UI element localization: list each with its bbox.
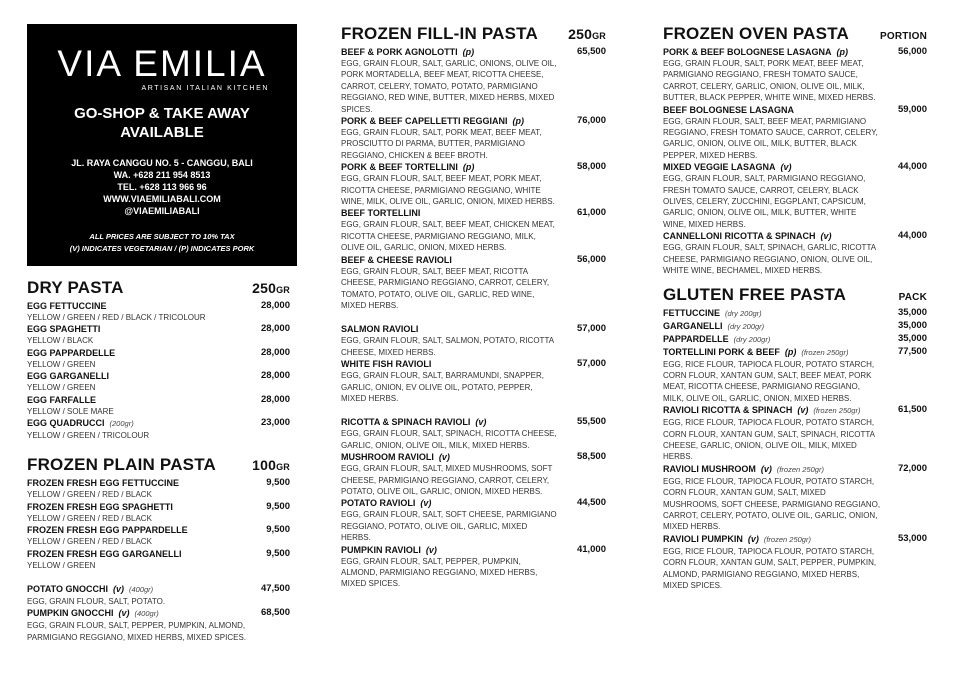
section-frozen-fill-in-pasta (341, 24, 606, 590)
menu-item[interactable] (663, 46, 927, 104)
item-price: 9,500 (266, 524, 290, 536)
item-name: FROZEN FRESH EGG SPAGHETTI (27, 501, 173, 512)
item-price: 61,000 (576, 207, 606, 219)
section-frozen-plain-pasta (27, 455, 290, 643)
item-name-row (341, 497, 546, 509)
menu-item[interactable] (341, 497, 606, 543)
item-name: BEEF & PORK AGNOLOTTI (341, 47, 458, 57)
item-description: EGG, RICE FLOUR, TAPIOCA FLOUR, POTATO STARCH, CORN FLOUR, XANTAN GUM, SALT, PEPPER, PUMPKIN, ALMOND, PARMIGIANO REGGIANO, MIXED HERBS, MIXED SPICES. (663, 546, 877, 590)
menu-item[interactable] (27, 347, 290, 370)
item-description: EGG, RICE FLOUR, TAPIOCA FLOUR, POTATO STARCH, CORN FLOUR, XANTAN GUM, SALT, BEEF MEAT, PORK MEAT, RICOTTA CHEESE, PARMIGIANO REGGIANO, MILK, OLIVE OIL, GARLIC, ONION, MIXED HERBS. (663, 359, 875, 403)
item-name: EGG SPAGHETTI (27, 324, 101, 335)
section-dry-pasta (27, 278, 290, 441)
item-note: (200gr) (109, 419, 134, 429)
item-name: PUMPKIN GNOCCHI (27, 608, 114, 619)
item-name-row (27, 501, 230, 513)
menu-item[interactable] (27, 394, 290, 417)
item-note: (frozen 250gr) (763, 534, 811, 544)
item-price: 44,000 (897, 230, 927, 242)
item-note: (frozen 250gr) (801, 347, 849, 357)
item-name: FROZEN FRESH EGG FETTUCCINE (27, 478, 180, 489)
item-name-row (663, 346, 867, 359)
item-name: TORTELLINI PORK & BEEF (663, 346, 780, 357)
diet-tag: (v) (113, 584, 124, 595)
item-name: BEEF & CHEESE RAVIOLI (341, 254, 452, 265)
left-column (27, 24, 290, 643)
item-name: PORK & BEEF BOLOGNESE LASAGNA (663, 47, 832, 57)
section-unit (252, 456, 290, 477)
menu-item[interactable] (27, 607, 290, 643)
item-price: 53,000 (897, 532, 927, 544)
menu-item[interactable] (663, 320, 927, 333)
item-note: (400gr) (134, 609, 159, 619)
item-description: EGG, GRAIN FLOUR, SALT, SPINACH, RICOTTA CHEESE, GARLIC, ONION, OLIVE OIL, MILK, MIXED HERBS. (341, 429, 557, 450)
item-name-row (341, 544, 546, 556)
item-description: EGG, GRAIN FLOUR, SALT, SPINACH, GARLIC, RICOTTA CHEESE, PARMIGIANO REGGIANO, ONION, OLIVE OIL, WHITE WINE, BECHAMEL, MIXED HERBS. (663, 243, 876, 276)
item-price: 44,000 (897, 161, 927, 173)
item-price: 9,500 (266, 547, 290, 559)
item-name-row (341, 46, 546, 58)
item-name-row (27, 323, 230, 335)
unit-value: 250 (252, 280, 277, 296)
menu-item[interactable] (341, 46, 606, 115)
item-name: CANNELLONI RICOTTA & SPINACH (663, 231, 816, 242)
item-name: RAVIOLI RICOTTA & SPINACH (663, 405, 793, 416)
item-name-row (27, 347, 230, 359)
item-name-row (27, 607, 230, 620)
menu-item[interactable] (341, 416, 606, 451)
item-name-row (663, 463, 867, 476)
item-price: 35,000 (897, 319, 927, 331)
menu-item[interactable] (341, 451, 606, 497)
diet-tag: (p) (462, 162, 475, 173)
item-description: YELLOW / GREEN (27, 383, 96, 393)
item-name: PUMPKIN RAVIOLI (341, 544, 421, 555)
section-header (341, 24, 606, 46)
unit-value: PACK (898, 291, 927, 303)
menu-item[interactable] (341, 544, 606, 590)
menu-item[interactable] (27, 417, 290, 441)
menu-item[interactable] (663, 333, 927, 346)
item-note: (dry 200gr) (727, 321, 765, 331)
diet-tag: (p) (462, 47, 475, 57)
menu-item[interactable] (27, 323, 290, 346)
item-name: POTATO GNOCCHI (27, 584, 108, 595)
item-name: FROZEN FRESH EGG PAPPARDELLE (27, 525, 188, 536)
menu-item[interactable] (341, 254, 606, 312)
notes (27, 231, 297, 255)
item-description: YELLOW / GREEN / RED / BLACK / TRICOLOUR (27, 313, 206, 322)
menu-item[interactable] (663, 307, 927, 320)
item-note: (dry 200gr) (733, 334, 771, 344)
item-name-row (663, 533, 867, 546)
unit-value: PORTION (880, 31, 927, 42)
item-price: 57,000 (576, 358, 606, 370)
item-description: EGG, GRAIN FLOUR, SALT, POTATO. (27, 597, 166, 607)
website: WWW.VIAEMILIABALI.COM (103, 194, 221, 204)
item-note: (400gr) (129, 585, 154, 595)
item-description: YELLOW / GREEN / RED / BLACK (27, 513, 152, 523)
item-price: 23,000 (260, 417, 290, 429)
item-price: 9,500 (266, 500, 290, 512)
diet-tag: (v) (475, 417, 487, 428)
item-name-row (663, 46, 867, 58)
item-description: EGG, GRAIN FLOUR, SALT, PARMIGIANO REGGIANO, FRESH TOMATO SAUCE, CARROT, CELERY, BLACK OLIVES, CELERY, ZUCCHINI, EGGPLANT, CAPSICUM, GARLIC, ONION, OLIVE OIL, MILK, BUTTER, WHITE WINE, MIXED HERBS. (663, 174, 866, 229)
item-description: YELLOW / GREEN (27, 560, 96, 570)
menu-item[interactable] (663, 404, 927, 463)
item-name: EGG GARGANELLI (27, 371, 110, 382)
item-description: EGG, GRAIN FLOUR, SALT, BEEF MEAT, CHICKEN MEAT, RICOTTA CHEESE, PARMIGIANO REGGIANO, MILK, OLIVE OIL, GARLIC, ONION, MIXED HERBS. (341, 220, 555, 253)
section-header (27, 455, 290, 477)
tax-note: ALL PRICES ARE SUBJECT TO 10% TAX (89, 232, 235, 241)
item-name-row (27, 300, 230, 312)
item-name-row (341, 115, 546, 127)
menu-item[interactable] (663, 463, 927, 533)
section-unit (899, 288, 927, 307)
item-name-row (341, 416, 546, 428)
item-name: POTATO RAVIOLI (341, 498, 416, 509)
item-name-row (663, 307, 867, 320)
item-name-row (341, 207, 546, 219)
menu-item[interactable] (341, 161, 606, 207)
item-note: (frozen 250gr) (776, 464, 824, 474)
item-description: EGG, GRAIN FLOUR, SALT, BARRAMUNDI, SNAPPER, GARLIC, ONION, EV OLIVE OIL, POTATO, PEPPER, MIXED HERBS. (341, 371, 544, 403)
item-name-row (341, 161, 546, 173)
item-price: 56,000 (576, 253, 606, 265)
diet-tag: (v) (425, 544, 437, 555)
item-price: 68,500 (260, 607, 290, 619)
item-description: YELLOW / GREEN / RED / BLACK (27, 537, 152, 547)
phone: TEL. +628 113 966 96 (117, 182, 207, 192)
item-name: BEEF BOLOGNESE LASAGNA (663, 104, 795, 115)
whatsapp: WA. +628 211 954 8513 (113, 170, 211, 180)
item-price: 65,500 (576, 46, 606, 57)
item-name: PAPPARDELLE (663, 333, 729, 344)
item-name: FETTUCCINE (663, 307, 720, 318)
item-price: 28,000 (260, 300, 290, 311)
contact-info (27, 157, 297, 217)
item-name-row (341, 254, 546, 266)
item-price: 72,000 (897, 462, 927, 474)
item-price: 28,000 (260, 323, 290, 335)
section-title: FROZEN OVEN PASTA (663, 24, 850, 43)
item-description: YELLOW / GREEN / TRICOLOUR (27, 431, 150, 441)
section-gluten-free-pasta (663, 285, 927, 592)
item-price: 57,000 (576, 323, 606, 335)
item-price: 58,000 (576, 161, 606, 173)
logo: VIA EMILIA (57, 43, 267, 84)
item-name: EGG PAPPARDELLE (27, 347, 116, 358)
item-description: EGG, GRAIN FLOUR, SALT, SALMON, POTATO, RICOTTA CHEESE, MIXED HERBS. (341, 336, 554, 357)
unit-suffix: GR (592, 31, 606, 41)
item-price: 28,000 (260, 370, 290, 382)
section-unit (568, 25, 606, 46)
item-price: 55,500 (576, 416, 606, 428)
item-price: 9,500 (266, 477, 290, 489)
menu-item[interactable] (663, 104, 927, 162)
item-price: 77,500 (897, 345, 927, 357)
menu-item[interactable] (663, 533, 927, 592)
section-frozen-oven-pasta (663, 24, 927, 277)
social-handle: @VIAEMILIABALI (124, 206, 200, 216)
menu-item[interactable] (27, 524, 290, 547)
diet-tag: (v) (820, 231, 832, 242)
item-name: EGG QUADRUCCI (27, 418, 105, 429)
item-name-row (27, 370, 230, 382)
item-name-row (27, 417, 230, 430)
diet-tag: (p) (836, 47, 849, 57)
menu-item[interactable] (341, 358, 606, 404)
item-name: BEEF TORTELLINI (341, 208, 421, 219)
menu-item[interactable] (27, 477, 290, 500)
item-price: 35,000 (897, 332, 927, 344)
item-price: 41,000 (576, 543, 606, 555)
item-name: WHITE FISH RAVIOLI (341, 359, 432, 370)
menu-item[interactable] (27, 370, 290, 393)
menu-item[interactable] (27, 548, 290, 571)
unit-value: 250 (568, 26, 593, 42)
headline (27, 104, 297, 142)
item-price: 61,500 (897, 404, 927, 416)
item-name-row (663, 161, 867, 173)
menu-item[interactable] (341, 323, 606, 358)
legend-note: (V) INDICATES VEGETARIAN / (P) INDICATES PORK (69, 244, 255, 253)
address: JL. RAYA CANGGU NO. 5 - CANGGU, BALI (71, 158, 253, 168)
item-name-row (663, 230, 867, 242)
item-description: EGG, RICE FLOUR, TAPIOCA FLOUR, POTATO STARCH, CORN FLOUR, XANTAN GUM, SALT, MIXED MUSHROOMS, SOFT CHEESE, PARMIGIANO REGGIANO, CARROT, CELERY, POTATO, OLIVE OIL, GARLIC, ONION, MIXED HERBS. (663, 476, 881, 532)
item-name: FROZEN FRESH EGG GARGANELLI (27, 548, 182, 559)
item-description: EGG, GRAIN FLOUR, SALT, SOFT CHEESE, PARMIGIANO REGGIANO, POTATO, OLIVE OIL, GARLIC, MIXED HERBS. (341, 510, 557, 543)
item-description: EGG, GRAIN FLOUR, SALT, PEPPER, PUMPKIN, ALMOND, PARMIGIANO REGGIANO, MIXED HERBS, MIXED SPICES. (27, 621, 246, 642)
item-name-row (27, 477, 230, 489)
section-title: FROZEN FILL-IN PASTA (341, 24, 538, 43)
item-name: RAVIOLI PUMPKIN (663, 533, 743, 544)
menu-item[interactable] (341, 207, 606, 253)
unit-suffix: GR (276, 462, 290, 473)
item-name-row (27, 583, 230, 596)
diet-tag: (v) (760, 463, 772, 474)
section-header (663, 24, 927, 46)
item-price: 47,500 (260, 583, 290, 595)
headline-line-1: GO-SHOP & TAKE AWAY (74, 105, 250, 122)
section-unit (880, 27, 927, 46)
item-name: GARGANELLI (663, 320, 723, 331)
unit-value: 100 (252, 457, 277, 474)
menu-item[interactable] (27, 300, 290, 323)
item-name: RAVIOLI MUSHROOM (663, 463, 756, 474)
menu-item[interactable] (27, 583, 290, 607)
menu-item[interactable] (663, 230, 927, 276)
item-description: EGG, GRAIN FLOUR, SALT, MIXED MUSHROOMS, SOFT CHEESE, PARMIGIANO REGGIANO, CARROT, CELERY, POTATO, OLIVE OIL, GARLIC, ONION, MIXED HERBS. (341, 464, 553, 496)
item-description: YELLOW / BLACK (27, 336, 94, 346)
item-name: SALMON RAVIOLI (341, 324, 419, 335)
menu-item[interactable] (27, 501, 290, 524)
item-description: EGG, RICE FLOUR, TAPIOCA FLOUR, POTATO STARCH, CORN FLOUR, XANTAN GUM, SALT, SPINACH, RICOTTA CHEESE, GARLIC, ONION, OLIVE OIL, MILK, MIXED HERBS. (663, 418, 875, 462)
item-description: EGG, GRAIN FLOUR, SALT, PEPPER, PUMPKIN, ALMOND, PARMIGIANO REGGIANO, MIXED HERBS, MIXED SPICES. (341, 556, 538, 589)
brand-panel (27, 24, 297, 266)
item-name: RICOTTA & SPINACH RAVIOLI (341, 417, 471, 428)
item-description: EGG, GRAIN FLOUR, SALT, BEEF MEAT, PORK MEAT, RICOTTA CHEESE, PARMIGIANO REGGIANO, WHITE WINE, MILK, OLIVE OIL, GARLIC, ONION, MIXED HERBS. (341, 174, 555, 207)
left-sections (27, 278, 290, 643)
item-description: EGG, GRAIN FLOUR, SALT, PORK MEAT, BEEF MEAT, PROSCIUTTO DI PARMA, BUTTER, PARMIGIANO REGGIANO, CHICKEN & BEEF BROTH. (341, 128, 542, 160)
section-title: DRY PASTA (27, 278, 124, 297)
headline-line-2: AVAILABLE (120, 124, 204, 141)
item-name: MUSHROOM RAVIOLI (341, 452, 434, 463)
menu-item[interactable] (663, 346, 927, 405)
right-column (663, 24, 927, 591)
section-header (27, 278, 290, 300)
item-name: PORK & BEEF CAPELLETTI REGGIANI (341, 116, 508, 127)
section-title: FROZEN PLAIN PASTA (27, 455, 217, 475)
diet-tag: (v) (780, 162, 792, 173)
item-name-row (663, 320, 867, 333)
middle-column (341, 24, 606, 590)
item-description: EGG, GRAIN FLOUR, SALT, GARLIC, ONIONS, OLIVE OIL, PORK MORTADELLA, BEEF MEAT, RICOTTA CHEESE, CARROT, CELERY, TOMATO, POTATO, PARMIGIANO REGGIANO, RED WINE, BUTTER, MIXED HERBS, MIXED SPICES. (341, 59, 557, 114)
item-name-row (341, 451, 546, 463)
diet-tag: (v) (438, 452, 450, 463)
diet-tag: (p) (512, 116, 525, 127)
item-note: (dry 200gr) (725, 308, 762, 318)
item-name: EGG FETTUCCINE (27, 301, 107, 311)
menu-item[interactable] (663, 161, 927, 230)
item-price: 56,000 (897, 46, 927, 57)
item-name-row (27, 548, 230, 560)
item-description: EGG, GRAIN FLOUR, SALT, PORK MEAT, BEEF MEAT, PARMIGIANO REGGIANO, FRESH TOMATO SAUCE, CARROT, CELERY, GARLIC, ONION, OLIVE OIL, MILK, BUTTER, BLACK PEPPER, WHITE WINE, MIXED HERBS. (663, 59, 876, 103)
item-name: MIXED VEGGIE LASAGNA (663, 162, 776, 173)
item-description: YELLOW / GREEN / RED / BLACK (27, 490, 152, 500)
item-name: PORK & BEEF TORTELLINI (341, 162, 458, 173)
item-name-row (663, 404, 867, 417)
diet-tag: (v) (747, 533, 759, 544)
diet-tag: (v) (420, 498, 432, 509)
item-name: EGG FARFALLE (27, 394, 97, 405)
diet-tag: (p) (784, 346, 797, 357)
item-price: 28,000 (260, 393, 290, 405)
item-name-row (663, 333, 867, 346)
item-price: 28,000 (260, 346, 290, 358)
item-description: EGG, GRAIN FLOUR, SALT, BEEF MEAT, PARMIGIANO REGGIANO, FRESH TOMATO SAUCE, CARROT, CELERY, GARLIC, ONION, OLIVE OIL, MILK, BUTTER, BLACK PEPPER, MIXED HERBS. (663, 116, 878, 160)
tagline: ARTISAN ITALIAN KITCHEN (141, 85, 269, 92)
unit-suffix: GR (276, 285, 290, 295)
item-description: EGG, GRAIN FLOUR, SALT, BEEF MEAT, RICOTTA CHEESE, PARMIGIANO REGGIANO, CARROT, CELERY, TOMATO, POTATO, OLIVE OIL, GARLIC, RED WINE, MIXED HERBS. (341, 266, 550, 310)
section-unit (252, 279, 290, 300)
diet-tag: (v) (118, 608, 130, 619)
item-price: 58,500 (576, 451, 606, 463)
diet-tag: (v) (797, 405, 809, 416)
menu-item[interactable] (341, 115, 606, 161)
item-name-row (27, 394, 230, 406)
item-name-row (341, 323, 546, 335)
item-name-row (27, 524, 230, 536)
item-name-row (663, 104, 867, 116)
item-description: YELLOW / SOLE MARE (27, 406, 114, 416)
section-header (663, 285, 927, 307)
item-note: (frozen 250gr) (813, 406, 861, 416)
item-price: 76,000 (576, 115, 606, 127)
item-description: YELLOW / GREEN (27, 359, 96, 369)
section-title: GLUTEN FREE PASTA (663, 284, 847, 304)
item-price: 59,000 (897, 103, 927, 115)
item-price: 44,500 (576, 497, 606, 509)
item-name-row (341, 358, 546, 370)
item-price: 35,000 (897, 306, 927, 318)
